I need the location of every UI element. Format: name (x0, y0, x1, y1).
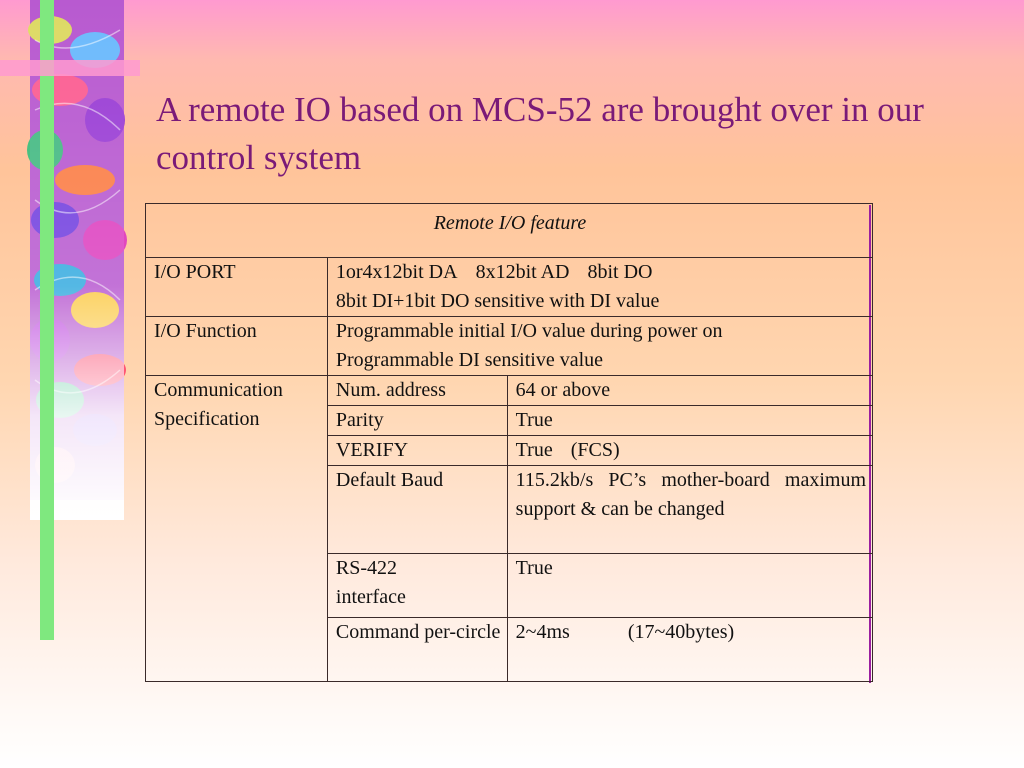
parity-value: True (507, 406, 872, 436)
command-bytes: (17~40bytes) (627, 621, 735, 643)
slide-title: A remote IO based on MCS-52 are brought over in our control system (156, 90, 924, 177)
io-function-line1: Programmable initial I/O value during power on (335, 320, 723, 342)
io-port-di: 8bit DI+1bit DO sensitive with DI value (335, 290, 660, 312)
rs422-label-line1: RS-422 (335, 557, 398, 579)
default-baud-label: Default Baud (327, 466, 507, 554)
io-port-da: 1or4x12bit DA (335, 261, 458, 283)
communication-label-line1: Communication (154, 379, 283, 401)
verify-value (507, 436, 872, 466)
num-address-value: 64 or above (507, 376, 872, 406)
rs422-label (327, 554, 507, 618)
communication-label-line2: Specification (154, 408, 260, 430)
io-port-ad: 8x12bit AD (475, 261, 570, 283)
table-header: Remote I/O feature (146, 204, 873, 258)
table-row (146, 317, 873, 376)
row-label-io-port: I/O PORT (146, 258, 328, 317)
verify-label: VERIFY (327, 436, 507, 466)
io-function-value (327, 317, 872, 376)
parity-label: Parity (327, 406, 507, 436)
remote-io-feature-table (145, 203, 873, 682)
verify-value-true: True (515, 439, 553, 461)
command-per-circle-label: Command per-circle (327, 618, 507, 682)
io-function-line2: Programmable DI sensitive value (335, 349, 604, 371)
io-port-do: 8bit DO (587, 261, 653, 283)
table-row (146, 258, 873, 317)
row-label-communication (146, 376, 328, 682)
command-time: 2~4ms (515, 621, 570, 643)
verify-value-fcs: (FCS) (570, 439, 620, 461)
row-label-io-function: I/O Function (146, 317, 328, 376)
decorative-floral-sidebar (0, 0, 140, 768)
command-per-circle-value (507, 618, 872, 682)
table-header-row (146, 204, 873, 258)
io-port-value (327, 258, 872, 317)
rs422-value: True (507, 554, 872, 618)
table-row (146, 376, 873, 406)
default-baud-value: 115.2kb/s PC’s mother-board maximum support & can be changed (507, 466, 872, 554)
num-address-label: Num. address (327, 376, 507, 406)
rs422-label-line2: interface (335, 586, 406, 608)
